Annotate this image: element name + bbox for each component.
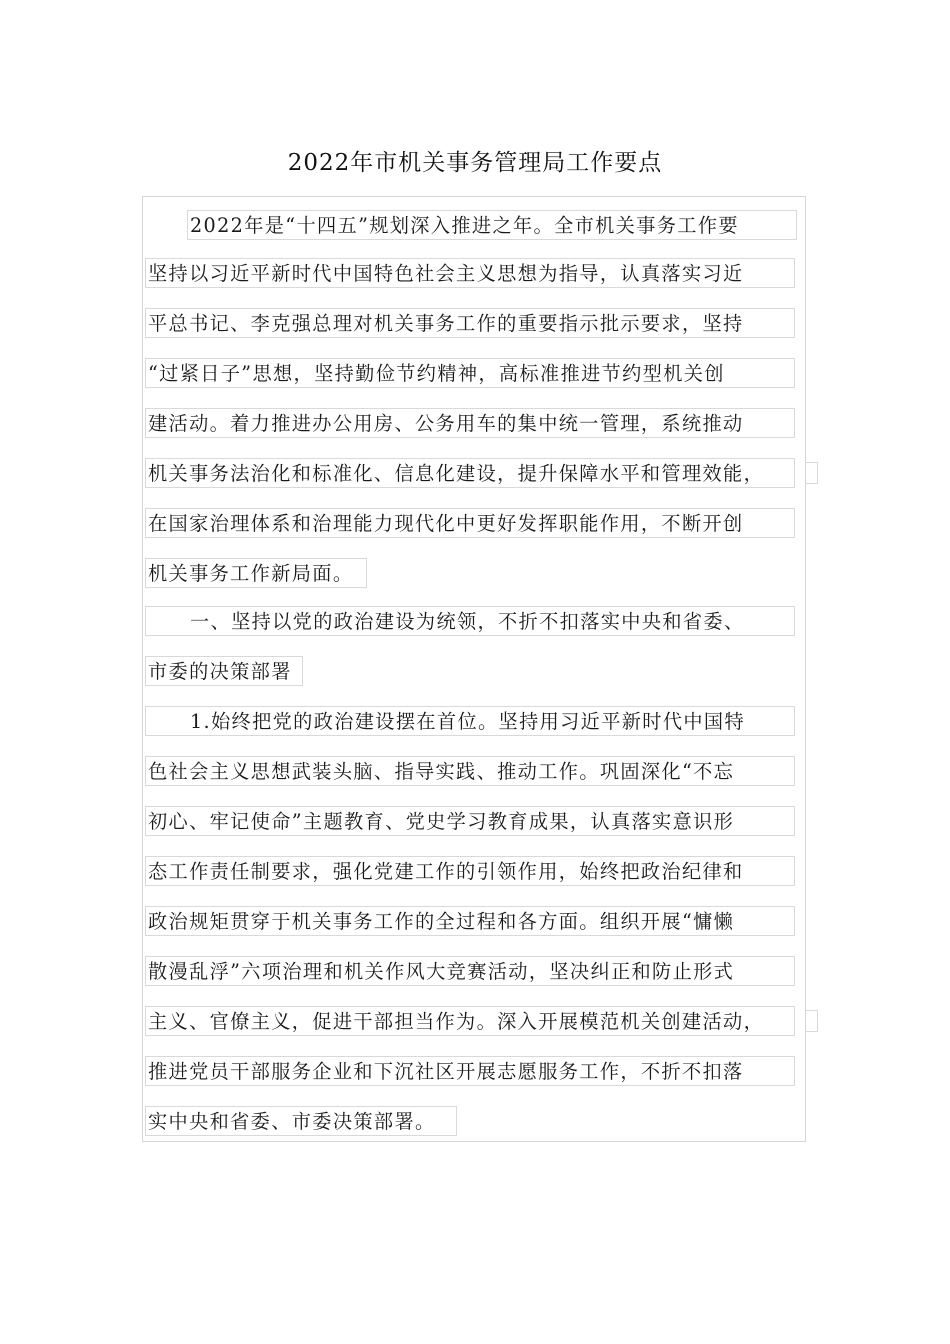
paragraph-line: 坚持以习近平新时代中国特色社会主义思想为指导，认真落实习近 — [145, 258, 795, 288]
line-overflow-marker — [806, 462, 818, 484]
paragraph-line: 机关事务工作新局面。 — [145, 558, 367, 588]
paragraph-line: 平总书记、李克强总理对机关事务工作的重要指示批示要求，坚持 — [145, 308, 795, 338]
line-overflow-marker — [806, 1010, 818, 1032]
paragraph-line: 在国家治理体系和治理能力现代化中更好发挥职能作用，不断开创 — [145, 508, 795, 538]
paragraph-line: 政治规矩贯穿于机关事务工作的全过程和各方面。组织开展“慵懒 — [145, 906, 795, 936]
paragraph-line: 推进党员干部服务企业和下沉社区开展志愿服务工作，不折不扣落 — [145, 1056, 795, 1086]
paragraph-line: 散漫乱浮”六项治理和机关作风大竞赛活动，坚决纠正和防止形式 — [145, 956, 795, 986]
paragraph-line: “过紧日子”思想，坚持勤俭节约精神，高标准推进节约型机关创 — [145, 358, 795, 388]
paragraph-line: 1.始终把党的政治建设摆在首位。坚持用习近平新时代中国特 — [145, 706, 795, 736]
section-heading-line: 市委的决策部署 — [145, 656, 303, 686]
paragraph-line: 初心、牢记使命”主题教育、党史学习教育成果，认真落实意识形 — [145, 806, 795, 836]
paragraph-line: 色社会主义思想武装头脑、指导实践、推动工作。巩固深化“不忘 — [145, 756, 795, 786]
document-title: 2022年市机关事务管理局工作要点 — [287, 150, 663, 176]
paragraph-line: 机关事务法治化和标准化、信息化建设，提升保障水平和管理效能， — [145, 458, 795, 488]
paragraph-line: 建活动。着力推进办公用房、公务用车的集中统一管理，系统推动 — [145, 408, 795, 438]
paragraph-line: 主义、官僚主义，促进干部担当作为。深入开展模范机关创建活动， — [145, 1006, 795, 1036]
section-heading-line: 一、坚持以党的政治建设为统领，不折不扣落实中央和省委、 — [145, 606, 795, 636]
paragraph-line: 2022年是“十四五”规划深入推进之年。全市机关事务工作要 — [187, 210, 797, 240]
paragraph-line: 实中央和省委、市委决策部署。 — [145, 1106, 457, 1136]
paragraph-line: 态工作责任制要求，强化党建工作的引领作用，始终把政治纪律和 — [145, 856, 795, 886]
